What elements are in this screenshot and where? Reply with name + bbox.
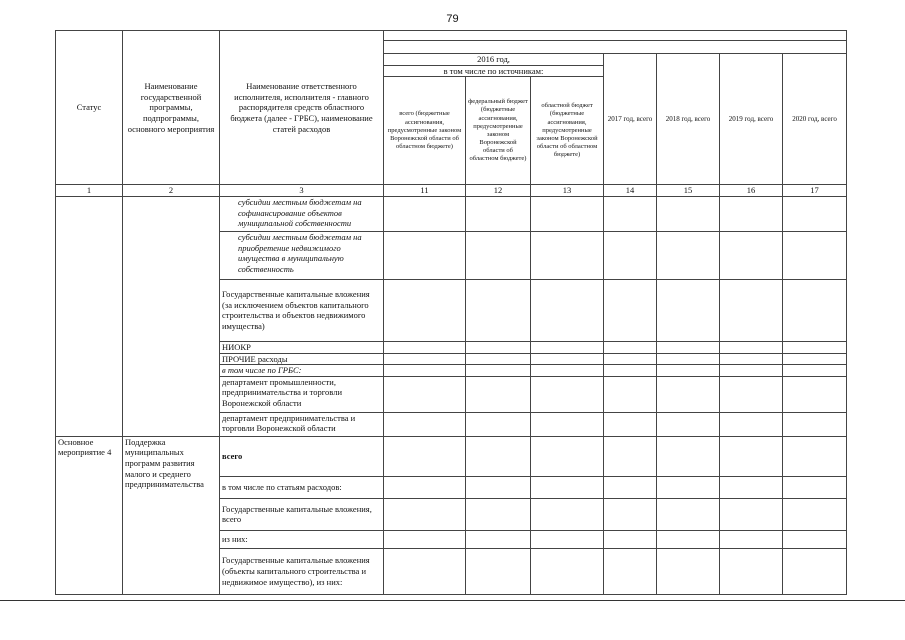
column-numbers-row: [56, 185, 847, 197]
col-num: 15: [657, 185, 720, 197]
status-cell: Основное мероприятие 4: [56, 436, 123, 594]
row-label: субсидии местным бюджетам на софинансирование объектов муниципальной собственности: [220, 196, 384, 231]
col-num: 12: [466, 185, 531, 197]
header-program-name: Наименование государственной программы, подпрограммы, основного мероприятия: [123, 31, 220, 185]
header-responsible: Наименование ответственного исполнителя, исполнителя - главного распорядителя средств областного бюджета (далее - ГРБС), наименование статей расходов: [220, 31, 384, 185]
header-sources: в том числе по источникам:: [384, 65, 604, 77]
header-year-2016: 2016 год,: [384, 54, 604, 66]
table-row: [56, 436, 847, 476]
header-2018: 2018 год, всего: [657, 54, 720, 185]
bottom-rule: [0, 600, 905, 601]
row-label: в том числе по ГРБС:: [220, 365, 384, 377]
col-num: 2: [123, 185, 220, 197]
header-empty-top: [384, 31, 847, 41]
budget-table: [55, 30, 847, 595]
header-2020: 2020 год, всего: [783, 54, 847, 185]
program-cell: Поддержка муниципальных программ развития малого и среднего предпринимательства: [123, 436, 220, 594]
row-label: департамент промышленности, предпринимательства и торговли Воронежской области: [220, 376, 384, 412]
status-cell-empty: [56, 196, 123, 436]
row-label: Государственные капитальные вложения (за исключением объектов капитального строительства и объектов недвижимого имущества): [220, 279, 384, 341]
col-num: 14: [604, 185, 657, 197]
col-num: 16: [720, 185, 783, 197]
col-num: 17: [783, 185, 847, 197]
row-label: Государственные капитальные вложения, всего: [220, 498, 384, 530]
program-cell-empty: [123, 196, 220, 436]
col-num: 13: [531, 185, 604, 197]
col-num: 11: [384, 185, 466, 197]
header-status: Статус: [56, 31, 123, 185]
table-row: [56, 196, 847, 231]
header-total-2016: всего (бюджетные ассигнования, предусмотренные законом Воронежской области об областном бюджете): [384, 77, 466, 185]
col-num: 3: [220, 185, 384, 197]
row-label: субсидии местным бюджетам на приобретение недвижимого имущества в муниципальную собственность: [220, 231, 384, 279]
page-number: 79: [446, 13, 459, 25]
row-label: из них:: [220, 530, 384, 548]
row-label: в том числе по статьям расходов:: [220, 476, 384, 498]
header-empty-second: [384, 41, 847, 54]
row-label: НИОКР: [220, 341, 384, 353]
header-federal: федеральный бюджет (бюджетные ассигнования, предусмотренные законом Воронежской области об областном бюджете): [466, 77, 531, 185]
col-num: 1: [56, 185, 123, 197]
row-label: Государственные капитальные вложения (объекты капитального строительства и недвижимое имущество), из них:: [220, 548, 384, 594]
header-2019: 2019 год, всего: [720, 54, 783, 185]
header-regional: областной бюджет (бюджетные ассигнования, предусмотренные законом Воронежской области об областном бюджете): [531, 77, 604, 185]
header-2017: 2017 год, всего: [604, 54, 657, 185]
row-label: ПРОЧИЕ расходы: [220, 353, 384, 365]
row-label: департамент предпринимательства и торговли Воронежской области: [220, 412, 384, 436]
row-label: всего: [220, 436, 384, 476]
